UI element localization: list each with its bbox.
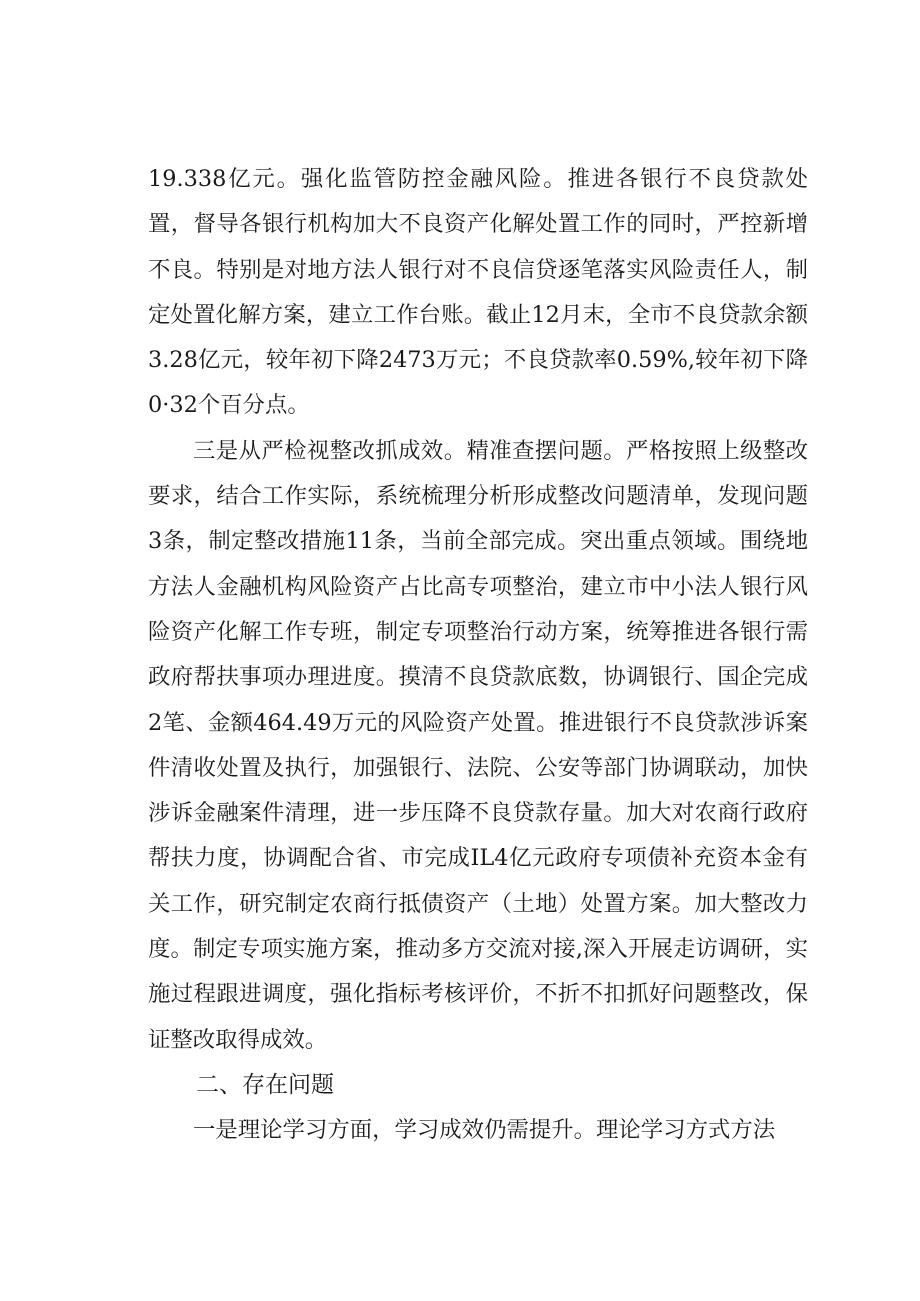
section-heading-problems: 二、存在问题	[196, 1071, 334, 1098]
paragraph-theory-study: 一是理论学习方面，学习成效仍需提升。理论学习方式方法	[193, 1117, 776, 1144]
paragraph-rectification: 三是从严检视整改抓成效。精准查摆问题。严格按照上级整改要求，结合工作实际，系统梳理分析形成整改问题清单，发现问题3条，制定整改措施11条，当前全部完成。突出重点领域。围绕地方法人金融机构风险资产占比高专项整治，建立市中小法人银行风险资产化解工作专班，制定专项整治行动方案，统筹推进各银行需政府帮扶事项办理进度。摸清不良贷款底数，协调银行、国企完成2笔、金额464.49万元的风险资产处置。推进银行不良贷款涉诉案件清收处置及执行，加强银行、法院、公安等部门协调联动，加快涉诉金融案件清理，进一步压降不良贷款存量。加大对农商行政府帮扶力度，协调配合省、市完成IL4亿元政府专项债补充资本金有关工作，研究制定农商行抵债资产（土地）处置方案。加大整改力度。制定专项实施方案，推动多方交流对接,深入开展走访调研，实施过程跟进调度，强化指标考核评价，不折不扣抓好问题整改，保证整改取得成效。	[148, 437, 808, 1053]
paragraph-risk-control: 19.338亿元。强化监管防控金融风险。推进各银行不良贷款处置，督导各银行机构加大不良资产化解处置工作的同时，严控新增不良。特别是对地方法人银行对不良信贷逐笔落实风险责任人，制定处置化解方案，建立工作台账。截止12月末，全市不良贷款余额3.28亿元，较年初下降2473万元；不良贷款率0.59%,较年初下降0·32个百分点。	[148, 166, 808, 419]
document-body	[148, 157, 808, 1154]
